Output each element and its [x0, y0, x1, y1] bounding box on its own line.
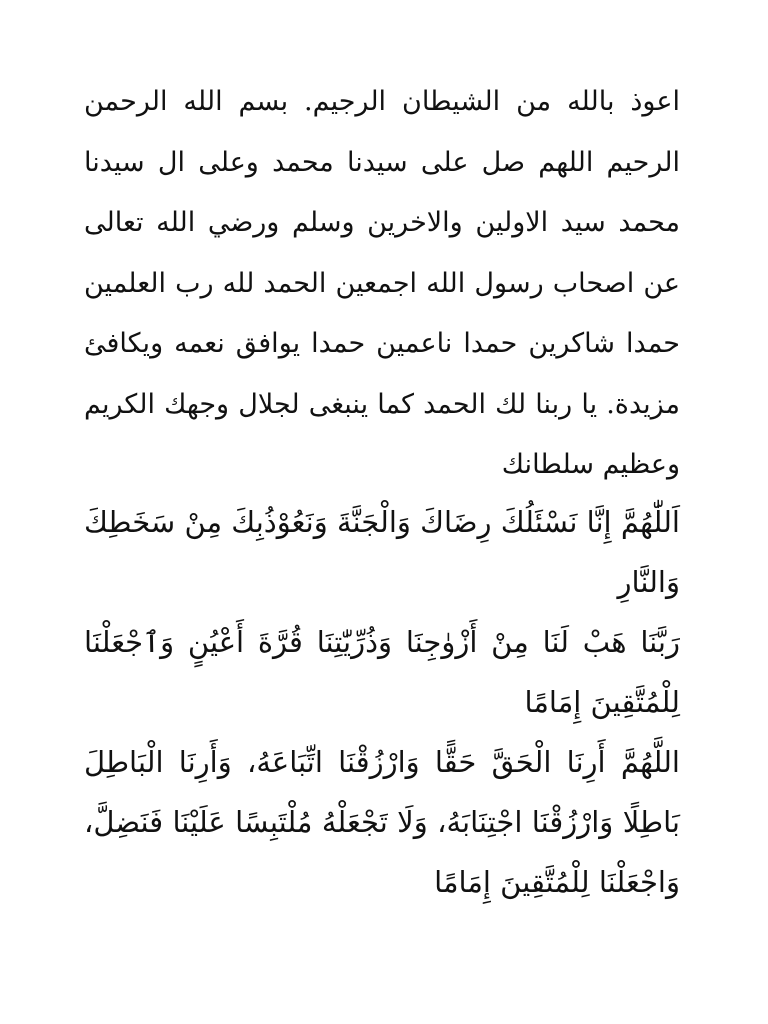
dua-truth-falsehood: اللَّهُمَّ أَرِنَا الْحَقَّ حَقًّا وَارْزُقْنَا اتِّبَاعَهُ، وَأَرِنَا الْبَاطِلَ بَاطِلًا وَارْزُقْنَا اجْتِنَابَهُ، وَلَا تَجْعَلْهُ مُلْتَبِسًا عَلَيْنَا فَنَضِلَّ، وَاجْعَلْنَا لِلْمُتَّقِينَ إِمَامًا [84, 745, 680, 899]
duas-block [84, 492, 680, 912]
dua-spouses-offspring: رَبَّنَا هَبْ لَنَا مِنْ أَزْوٰجِنَا وَذُرِّيّٰتِنَا قُرَّةَ أَعْيُنٍ وَٱجْعَلْنَا لِلْمُتَّقِينَ إِمَامًا [84, 625, 680, 719]
opening-prose-text: اعوذ بالله من الشيطان الرجيم. بسم الله الرحمن الرحيم اللهم صل على سيدنا محمد وعلى ال سيدنا محمد سيد الاولين والاخرين وسلم ورضي الله تعالى عن اصحاب رسول الله اجمعين الحمد لله رب العلمين حمدا شاكرين حمدا ناعمين حمدا يوافق نعمه ويكافئ مزيدة. يا ربنا لك الحمد كما ينبغى لجلال وجهك الكريم وعظيم سلطانك [84, 86, 680, 480]
dua-paradise-refuge: اَللّٰهُمَّ إِنَّا نَسْئَلُكَ رِضَاكَ وَالْجَنَّةَ وَنَعُوْذُبِكَ مِنْ سَخَطِكَ وَالنَّارِ [83, 505, 680, 599]
opening-prose-block [84, 72, 680, 496]
